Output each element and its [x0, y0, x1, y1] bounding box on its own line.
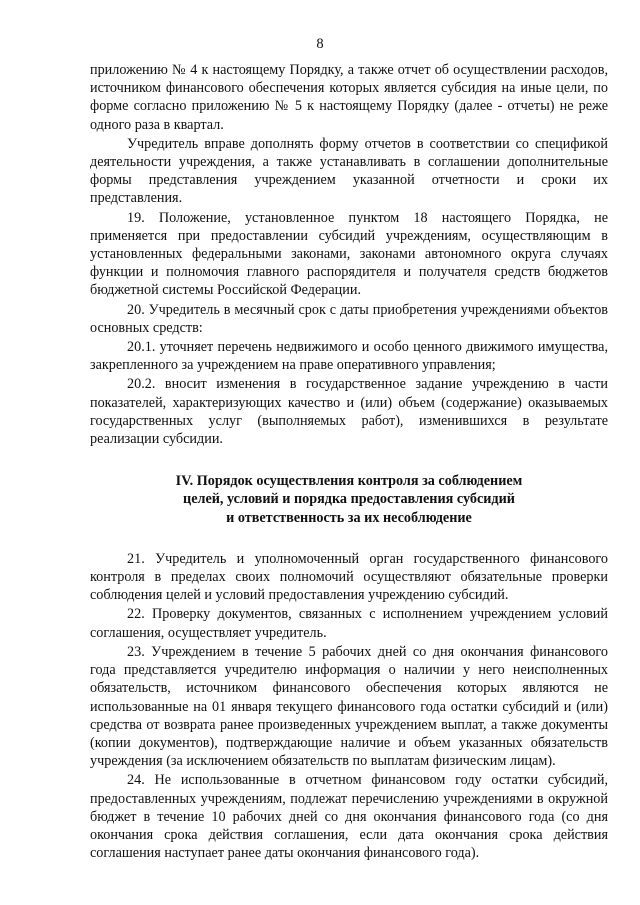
paragraph: Учредитель вправе дополнять форму отчетов в соответствии со спецификой деятельности учреждения, а также устанавливать в соглашении дополнительные формы представления учреждением указанной отчетности и сроки их представления.	[90, 135, 608, 207]
paragraph-item-20: 20. Учредитель в месячный срок с даты приобретения учреждениями объектов основных средств:	[90, 301, 608, 336]
paragraph-item-24: 24. Не использованные в отчетном финансовом году остатки субсидий, предоставленных учреждениям, подлежат перечислению учреждениями в окружной бюджет в течение 10 рабочих дней со дня окончания финансового года (со дня окончания срока действия соглашения, если дата окончания срока действия соглашения наступает ранее даты окончания финансового года).	[90, 772, 608, 862]
paragraph-item-19: 19. Положение, установленное пунктом 18 настоящего Порядка, не применяется при предоставлении субсидий учреждениям, осуществляющим в установленных федеральными законами, законами автономного округа случаях функции и полномочия главного распорядителя и получателя средств бюджетов бюджетной системы Российской Федерации.	[90, 209, 608, 299]
page-number: 8	[316, 36, 324, 52]
paragraph-item-22: 22. Проверку документов, связанных с исполнением учреждением условий соглашения, осуществляет учредитель.	[90, 606, 608, 641]
section-heading-line: IV. Порядок осуществления контроля за соблюдением	[175, 473, 523, 490]
section-heading-line: и ответственность за их несоблюдение	[226, 509, 472, 526]
paragraph-item-20-1: 20.1. уточняет перечень недвижимого и особо ценного движимого имущества, закрепленного за учреждением на праве оперативного управления;	[90, 339, 608, 374]
paragraph-item-23: 23. Учреждением в течение 5 рабочих дней со дня окончания финансового года представляется учредителю информация о наличии у него неисполненных обязательств, источником финансового обеспечения которых являются не использованные на 01 января текущего финансового года остатки субсидий и (или) средства от возврата ранее произведенных учреждением выплат, а также документы (копии документов), подтверждающие наличие и объем указанных обязательств учреждения (за исключением обязательств по выплатам физическим лицам).	[90, 643, 608, 770]
paragraph: приложению № 4 к настоящему Порядку, а также отчет об осуществлении расходов, источником финансового обеспечения которых является субсидия на иные цели, по форме согласно приложению № 5 к настоящему Порядку (далее - отчеты) не реже одного раза в квартал.	[90, 62, 608, 133]
section-heading	[90, 472, 608, 527]
section-heading-line: целей, условий и порядка предоставления субсидий	[183, 491, 515, 508]
paragraph-item-21: 21. Учредитель и уполномоченный орган государственного финансового контроля в пределах своих полномочий осуществляют обязательные проверки соблюдения целей и условий предоставления учреждению субсидий.	[90, 550, 608, 604]
paragraph-item-20-2: 20.2. вносит изменения в государственное задание учреждению в части показателей, характеризующих качество и (или) объем (содержание) оказываемых государственных услуг (выполняемых работ), изменившихся в результате реализации субсидии.	[90, 376, 608, 448]
document-body	[90, 61, 608, 863]
